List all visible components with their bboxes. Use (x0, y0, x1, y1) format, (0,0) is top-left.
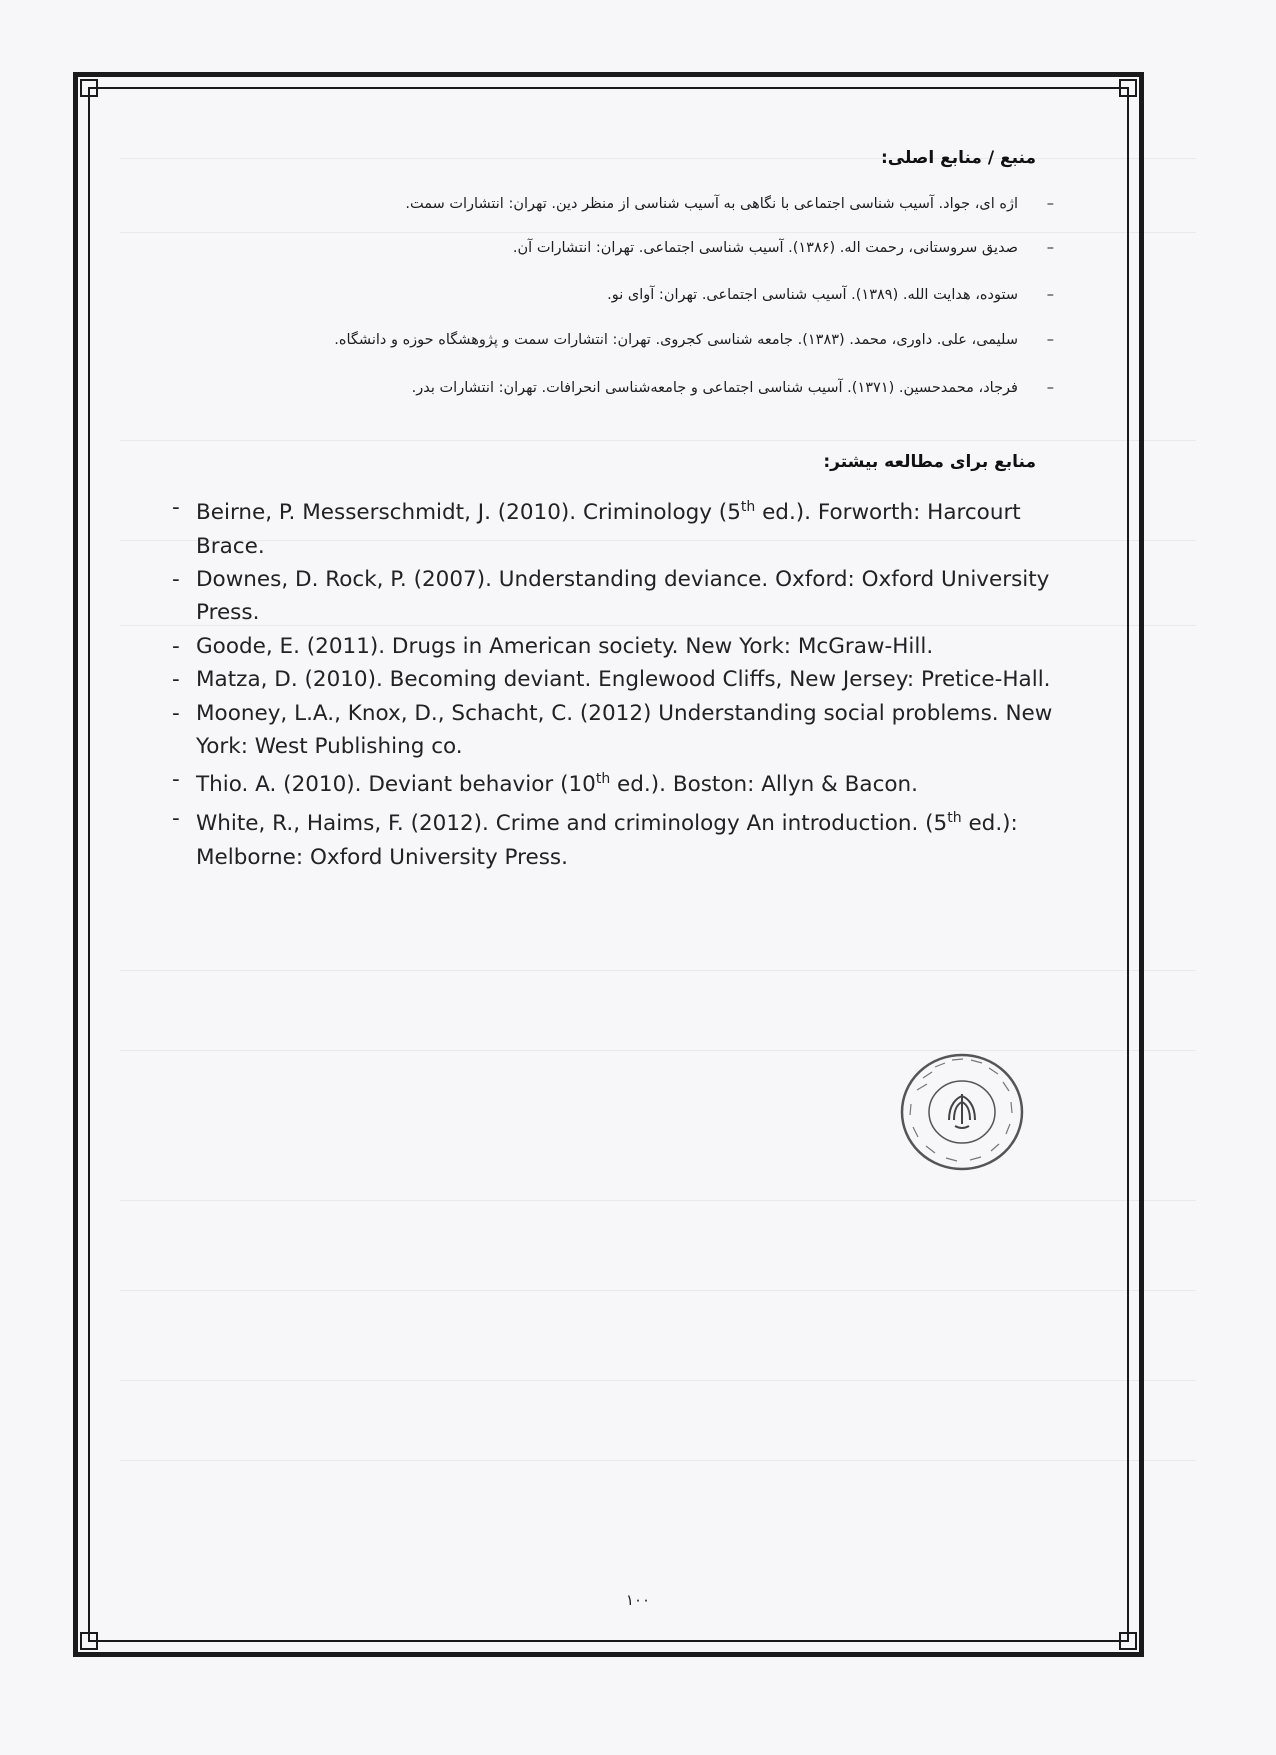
main-sources-heading: منبع / منابع اصلی: (880, 148, 1036, 168)
emblem-icon (949, 1094, 975, 1128)
border-corner (1119, 79, 1137, 97)
page-number: ۱۰۰ (625, 1591, 651, 1609)
list-dash: – (1046, 287, 1054, 303)
further-reading-list (172, 491, 1072, 874)
reference-item: - Goode, E. (2011). Drugs in American society. New York: McGraw-Hill. (172, 630, 1072, 663)
main-source-item: – اژه ای، جواد. آسیب شناسی اجتماعی با نگاهی به آسیب شناسی از منظر دین. تهران: انتشارات سمت. (405, 196, 1054, 212)
reference-item: - Thio. A. (2010). Deviant behavior (10th ed.). Boston: Allyn & Bacon. (172, 763, 1072, 802)
list-dash: – (1046, 380, 1054, 396)
list-dash: – (1046, 332, 1054, 348)
list-bullet: - (172, 633, 180, 659)
list-bullet: - (172, 767, 180, 793)
further-reading-heading: منابع برای مطالعه بیشتر: (823, 452, 1036, 472)
list-bullet: - (172, 805, 180, 831)
reference-item: - Mooney, L.A., Knox, D., Schacht, C. (2012) Understanding social problems. New York: West Publishing co. (172, 697, 1072, 764)
main-source-item: – ستوده، هدایت الله. (۱۳۸۹). آسیب شناسی اجتماعی. تهران: آوای نو. (607, 287, 1054, 303)
reference-item: - White, R., Haims, F. (2012). Crime and criminology An introduction. (5th ed.): Melborne: Oxford University Press. (172, 802, 1072, 874)
official-seal (897, 1050, 1027, 1174)
main-source-item: – سلیمی، علی. داوری، محمد. (۱۳۸۳). جامعه شناسی کجروی. تهران: انتشارات سمت و پژوهشگاه حوزه و دانشگاه. (334, 332, 1054, 348)
reference-item: - Matza, D. (2010). Becoming deviant. Englewood Cliffs, New Jersey: Pretice-Hall. (172, 663, 1072, 696)
list-dash: – (1046, 240, 1054, 256)
main-source-item: – صدیق سروستانی، رحمت اله. (۱۳۸۶). آسیب شناسی اجتماعی. تهران: انتشارات آن. (512, 240, 1054, 256)
border-corner (1119, 1632, 1137, 1650)
border-corner (80, 79, 98, 97)
list-bullet: - (172, 700, 180, 726)
border-corner (80, 1632, 98, 1650)
list-bullet: - (172, 566, 180, 592)
reference-item: - Beirne, P. Messerschmidt, J. (2010). Criminology (5th ed.). Forworth: Harcourt Brace. (172, 491, 1072, 563)
list-bullet: - (172, 495, 180, 520)
reference-item: - Downes, D. Rock, P. (2007). Understanding deviance. Oxford: Oxford University Press. (172, 563, 1072, 630)
list-dash: – (1046, 196, 1054, 212)
main-source-item: – فرجاد، محمدحسین. (۱۳۷۱). آسیب شناسی اجتماعی و جامعه‌شناسی انحرافات. تهران: انتشارات بدر. (411, 380, 1054, 396)
list-bullet: - (172, 667, 180, 693)
